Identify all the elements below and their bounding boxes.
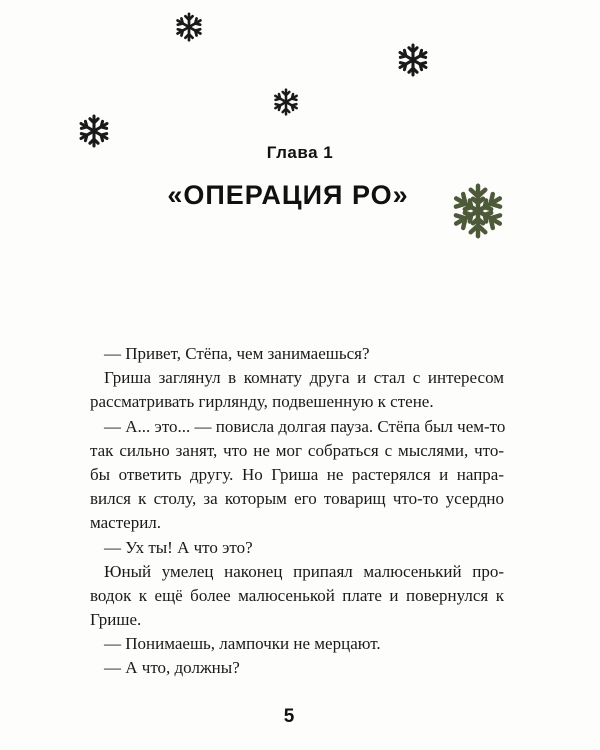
text-line: Гриша заглянул в комнату друга и стал с интересом [104,368,504,388]
text-line: — Ух ты! А что это? [104,537,253,557]
snowflake-icon [396,43,430,77]
text-line: — А... это... — повисла долгая пауза. Стёпа был чем-то [104,416,506,436]
text-line: рассматривать гирлянду, подвешенную к стене. [90,392,434,412]
chapter-body-text [90,342,504,681]
text-line: — Привет, Стёпа, чем занимаешься? [104,344,370,363]
text-line: Юный умелец наконец припаял малюсенький про- [104,561,504,581]
text-line: вился к столу, за которым его товарищ что-то усердно [90,489,504,509]
text-line: Грише. [90,610,142,630]
snowflake-icon [174,12,204,42]
chapter-label: Глава 1 [266,143,334,162]
snowflake-icon [272,88,300,116]
text-line: так сильно занят, что не мог собраться с мыслями, что- [90,440,504,460]
text-line: — Понимаешь, лампочки не мерцают. [104,634,381,654]
text-line: — А что, должны? [104,658,240,678]
text-line: водок к ещё более малюсенькой плате и повернулся к [90,585,504,605]
chapter-title: «ОПЕРАЦИЯ РО» [167,180,409,210]
text-line: мастерил. [90,513,162,533]
page-number: 5 [283,706,295,727]
text-line: бы ответить другу. Но Гриша не растерялся и напра- [90,464,504,484]
